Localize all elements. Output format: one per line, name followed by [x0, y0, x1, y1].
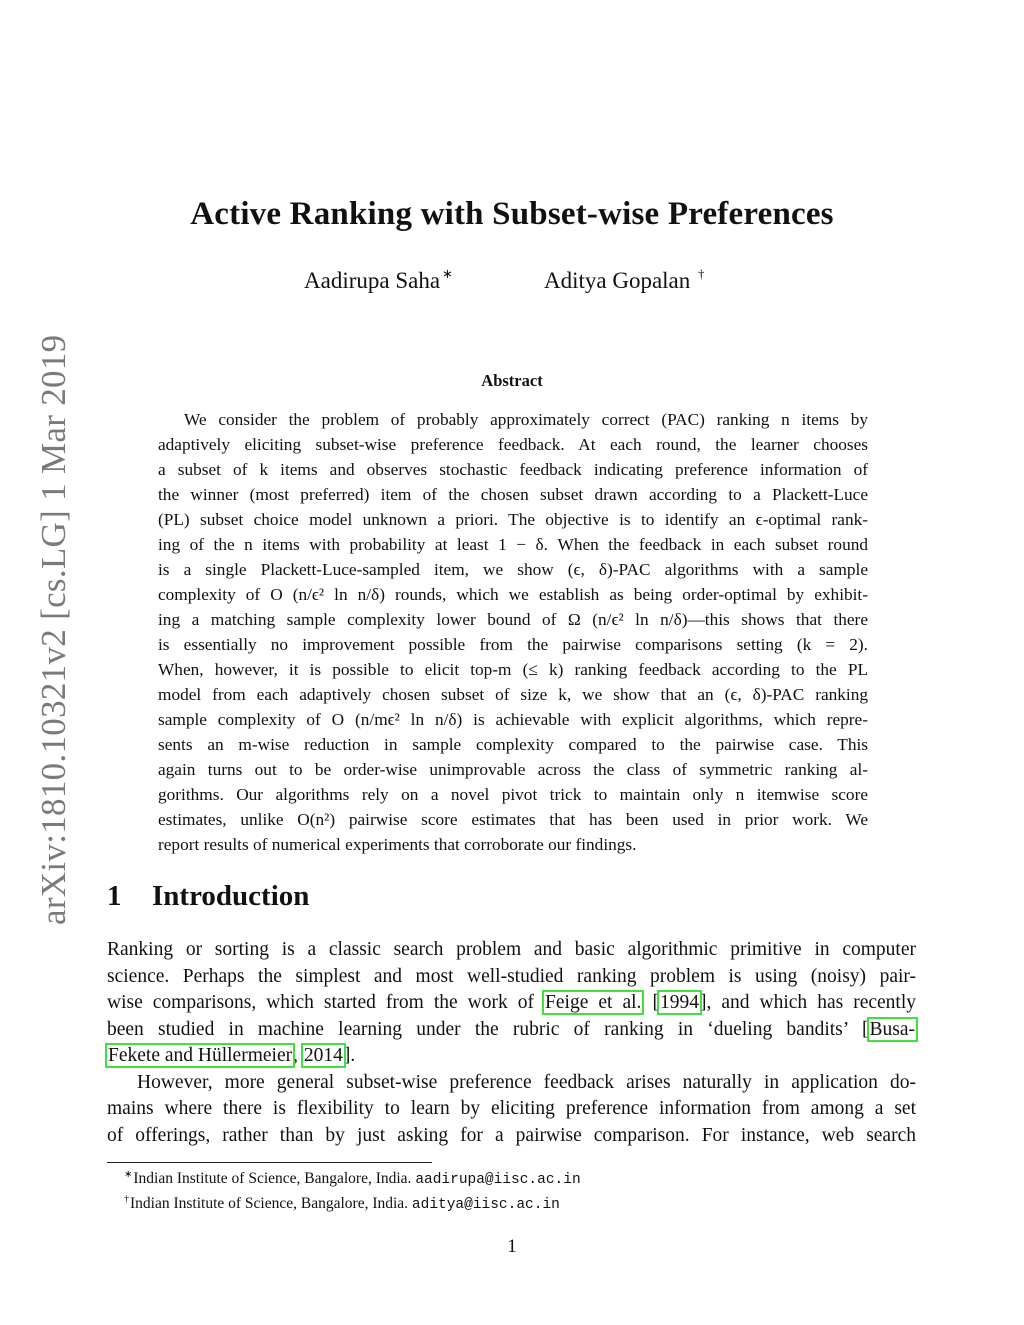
abstract-line: sample complexity of O (n/mϵ² ln n/δ) is achievable with explicit algorithms, which repre- — [158, 710, 868, 729]
footnote-1 — [124, 1165, 581, 1190]
abstract-line: We consider the problem of probably approximately correct (PAC) ranking n items by — [184, 410, 868, 429]
abstract-heading: Abstract — [481, 371, 543, 390]
abstract-line: again turns out to be order-wise unimprovable across the class of symmetric ranking al- — [158, 760, 868, 779]
citation-link-feige[interactable]: Feige et al. — [545, 992, 642, 1013]
author-1 — [304, 266, 453, 294]
body-line: mains where there is flexibility to learn by eliciting preference information from among a set — [107, 1098, 916, 1119]
abstract-line: is essentially no improvement possible from the pairwise comparisons setting (k = 2). — [158, 635, 868, 654]
abstract-line: When, however, it is possible to elicit top-m (≤ k) ranking feedback according to the PL — [158, 660, 868, 679]
abstract-body — [158, 407, 868, 857]
abstract-line: (PL) subset choice model unknown a priori. The objective is to identify an ϵ-optimal rank- — [158, 510, 868, 529]
body-line: Ranking or sorting is a classic search problem and basic algorithmic primitive in computer — [107, 939, 916, 960]
abstract-line: a subset of k items and observes stochastic feedback indicating preference information of — [158, 460, 868, 479]
page-number: 1 — [507, 1236, 517, 1257]
abstract-line: the winner (most preferred) item of the chosen subset drawn according to a Plackett-Luce — [158, 485, 868, 504]
body-line-with-citation: been studied in machine learning under the rubric of ranking in ‘dueling bandits’ [Busa- — [107, 1018, 915, 1040]
footnote-mark: † — [124, 1194, 129, 1205]
arxiv-identifier: arXiv:1810.10321v2 [cs.LG] 1 Mar 2019 — [34, 334, 73, 925]
citation-link-busa[interactable]: Busa- — [869, 1018, 915, 1040]
footnote-text: Indian Institute of Science, Bangalore, India. — [133, 1170, 412, 1187]
author-footnote-mark[interactable]: ∗ — [442, 266, 453, 281]
body-line: However, more general subset-wise preference feedback arises naturally in application do- — [137, 1071, 916, 1093]
section-heading-introduction — [107, 880, 309, 913]
citation-link-1994[interactable]: 1994 — [659, 992, 699, 1013]
citation-link-2014[interactable]: 2014 — [303, 1045, 343, 1066]
body-line: science. Perhaps the simplest and most well-studied ranking problem is using (noisy) pair- — [107, 965, 916, 987]
footnotes — [124, 1165, 581, 1215]
paper-title: Active Ranking with Subset-wise Preferences — [190, 196, 834, 232]
introduction-body — [107, 937, 916, 1149]
abstract-line: gorithms. Our algorithms rely on a novel pivot trick to maintain only n itemwise score — [158, 785, 868, 804]
author-footnote-mark[interactable]: † — [698, 266, 705, 281]
abstract-line: report results of numerical experiments that corroborate our findings. — [158, 835, 637, 854]
body-line-with-citation: wise comparisons, which started from the work of Feige et al. [1994], and which has recently — [107, 992, 917, 1013]
footnote-email[interactable]: aditya@iisc.ac.in — [411, 1197, 560, 1213]
footnote-2 — [124, 1190, 581, 1215]
abstract-line: ing of the n items with probability at least 1 − δ. When the feedback in each subset round — [158, 535, 868, 554]
abstract-line: ing a matching sample complexity lower bound of Ω (n/ϵ² ln n/δ)—this shows that there — [158, 610, 868, 629]
abstract-line: is a single Plackett-Luce-sampled item, we show (ϵ, δ)-PAC algorithms with a sample — [158, 560, 868, 579]
body-line: of offerings, rather than by just asking for a pairwise comparison. For instance, web search — [107, 1124, 916, 1146]
abstract-line: sents an m-wise reduction in sample complexity compared to the pairwise case. This — [158, 735, 868, 754]
section-number: 1 — [107, 880, 122, 912]
footnote-mark: ∗ — [124, 1169, 133, 1180]
author-name: Aadirupa Saha — [304, 268, 441, 293]
body-line-with-citation: Fekete and Hüllermeier, 2014]. — [108, 1045, 356, 1066]
section-title: Introduction — [152, 880, 310, 912]
footnote-email[interactable]: aadirupa@iisc.ac.in — [415, 1172, 581, 1188]
citation-link-fekete[interactable]: Fekete and Hüllermeier — [108, 1045, 293, 1066]
abstract-line: model from each adaptively chosen subset of size k, we show that an (ϵ, δ)-PAC ranking — [158, 685, 868, 704]
footnote-rule — [107, 1162, 432, 1163]
author-name: Aditya Gopalan — [544, 268, 691, 293]
author-2 — [544, 266, 705, 294]
abstract-line: adaptively eliciting subset-wise preference feedback. At each round, the learner chooses — [158, 435, 868, 454]
abstract-line: complexity of O (n/ϵ² ln n/δ) rounds, which we establish as being order-optimal by exhibit- — [158, 585, 868, 604]
footnote-text: Indian Institute of Science, Bangalore, India. — [130, 1195, 409, 1212]
abstract-line: estimates, unlike O(n²) pairwise score estimates that has been used in prior work. We — [158, 810, 868, 829]
